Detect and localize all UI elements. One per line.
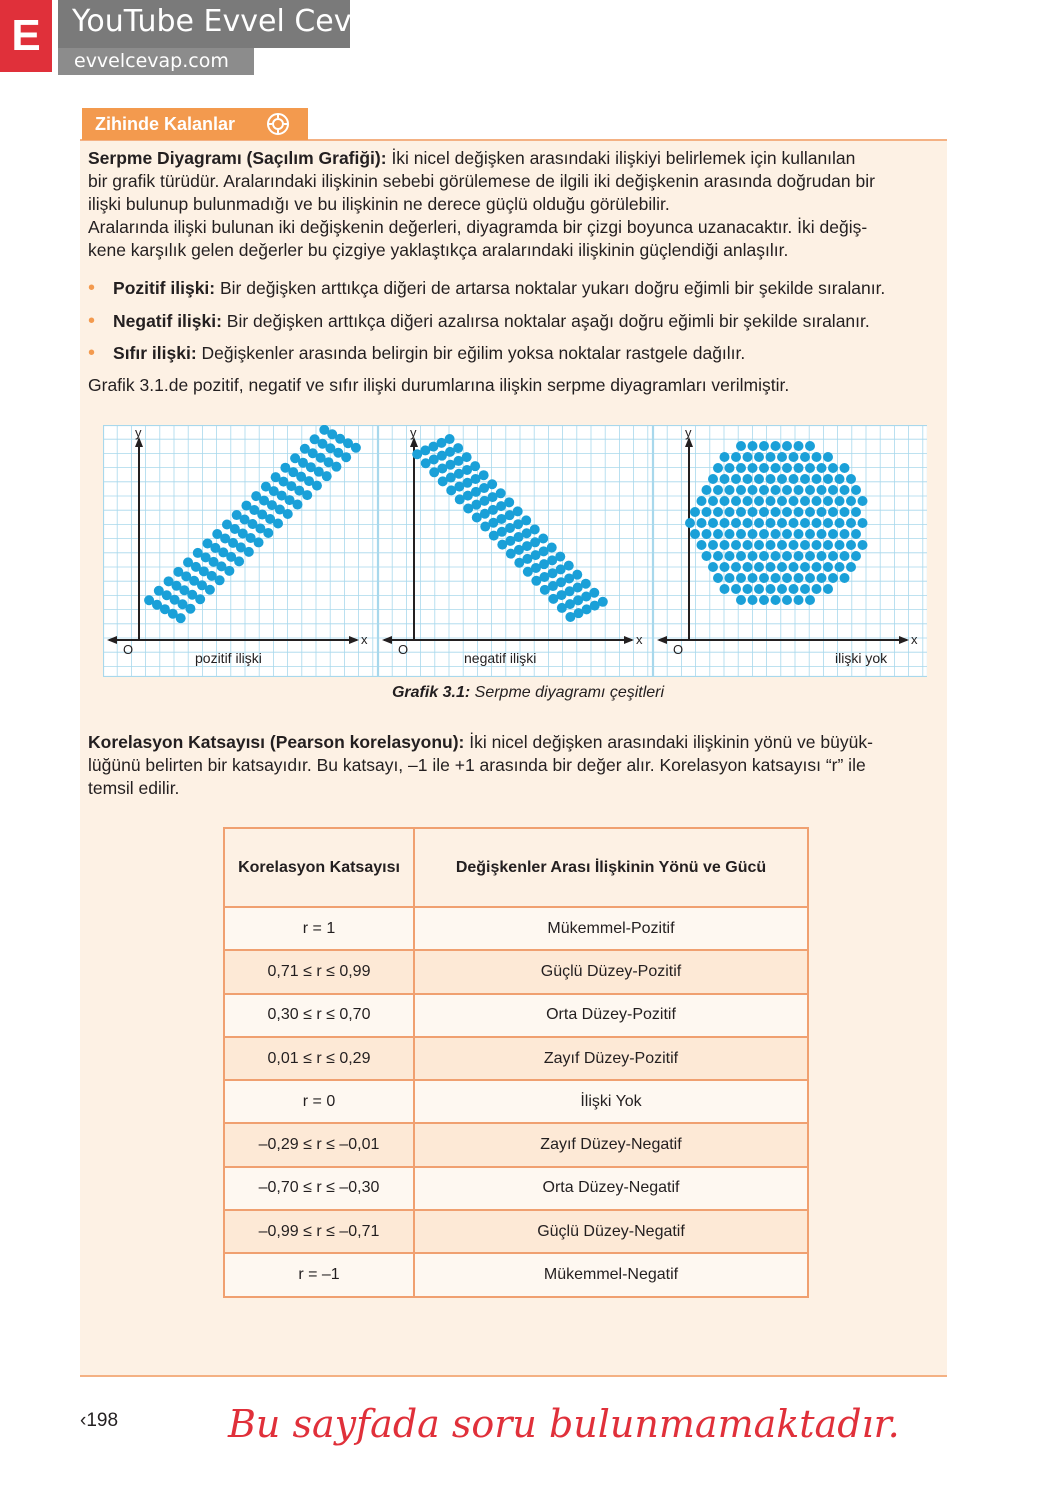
- data-dot: [766, 496, 776, 506]
- table-row: –0,29 ≤ r ≤ –0,01 Zayıf Düzey-Negatif: [224, 1123, 808, 1166]
- data-dot: [800, 452, 810, 462]
- data-dot: [748, 485, 758, 495]
- data-dot: [823, 540, 833, 550]
- data-dot: [835, 562, 845, 572]
- data-dot: [470, 461, 480, 471]
- data-dot: [800, 496, 810, 506]
- data-dot: [748, 463, 758, 473]
- data-dot: [702, 551, 712, 561]
- data-dot: [725, 529, 735, 539]
- data-dot: [708, 474, 718, 484]
- data-dot: [736, 463, 746, 473]
- correlation-table: [223, 827, 809, 1298]
- data-dot: [805, 529, 815, 539]
- page-number: ‹198: [80, 1410, 119, 1431]
- data-dot: [782, 529, 792, 539]
- data-dot: [720, 496, 730, 506]
- data-dot: [828, 463, 838, 473]
- data-dot: [766, 474, 776, 484]
- watermark-subtitle: evvelcevap.com: [58, 48, 254, 75]
- data-dot: [462, 452, 472, 462]
- data-dot: [743, 496, 753, 506]
- data-dot: [713, 573, 723, 583]
- data-dot: [782, 485, 792, 495]
- data-dot: [828, 507, 838, 517]
- table-row: –0,70 ≤ r ≤ –0,30 Orta Düzey-Negatif: [224, 1167, 808, 1210]
- data-dot: [794, 485, 804, 495]
- data-dot: [708, 518, 718, 528]
- data-dot: [720, 540, 730, 550]
- origin-label: O: [673, 642, 684, 657]
- x-axis-label: x: [911, 632, 918, 647]
- data-dot: [800, 584, 810, 594]
- origin-label: O: [123, 642, 134, 657]
- data-dot: [748, 551, 758, 561]
- data-dot: [736, 441, 746, 451]
- data-dot: [759, 551, 769, 561]
- scatter-diagrams: [103, 425, 927, 677]
- data-dot: [708, 562, 718, 572]
- data-dot: [846, 518, 856, 528]
- data-dot: [805, 507, 815, 517]
- data-dot: [835, 496, 845, 506]
- data-dot: [789, 452, 799, 462]
- data-dot: [725, 507, 735, 517]
- data-dot: [817, 507, 827, 517]
- data-dot: [731, 518, 741, 528]
- data-dot: [794, 507, 804, 517]
- section-tab: Zihinde Kalanlar: [82, 108, 308, 140]
- data-dot: [351, 443, 361, 453]
- data-dot: [725, 463, 735, 473]
- data-dot: [805, 551, 815, 561]
- bullet-positive: • Pozitif ilişki: Bir değişken arttıkça diğeri de artarsa noktalar yukarı doğru eğimli bir şekilde sıralanır.: [88, 277, 886, 299]
- data-dot: [312, 481, 322, 491]
- data-dot: [453, 443, 463, 453]
- data-dot: [736, 573, 746, 583]
- data-dot: [812, 452, 822, 462]
- origin-label: O: [398, 642, 409, 657]
- data-dot: [521, 515, 531, 525]
- data-dot: [224, 566, 234, 576]
- table-row: r = 1 Mükemmel-Pozitif: [224, 907, 808, 950]
- data-dot: [720, 474, 730, 484]
- data-dot: [564, 561, 574, 571]
- data-dot: [759, 595, 769, 605]
- data-dot: [782, 573, 792, 583]
- data-dot: [697, 496, 707, 506]
- data-dot: [725, 485, 735, 495]
- data-dot: [292, 500, 302, 510]
- data-dot: [283, 509, 293, 519]
- data-dot: [858, 540, 868, 550]
- table-row: –0,99 ≤ r ≤ –0,71 Güçlü Düzey-Negatif: [224, 1210, 808, 1253]
- data-dot: [530, 524, 540, 534]
- data-dot: [743, 540, 753, 550]
- data-dot: [713, 551, 723, 561]
- data-dot: [771, 463, 781, 473]
- data-dot: [736, 595, 746, 605]
- data-dot: [598, 597, 608, 607]
- data-dot: [195, 594, 205, 604]
- data-dot: [731, 496, 741, 506]
- data-dot: [846, 562, 856, 572]
- data-dot: [589, 588, 599, 598]
- data-dot: [713, 463, 723, 473]
- data-dot: [771, 485, 781, 495]
- data-dot: [690, 529, 700, 539]
- data-dot: [851, 485, 861, 495]
- data-dot: [846, 474, 856, 484]
- data-dot: [777, 518, 787, 528]
- data-dot: [731, 452, 741, 462]
- data-dot: [341, 452, 351, 462]
- data-dot: [789, 584, 799, 594]
- data-dot: [771, 507, 781, 517]
- data-dot: [720, 562, 730, 572]
- data-dot: [702, 529, 712, 539]
- data-dot: [743, 562, 753, 572]
- data-dot: [777, 452, 787, 462]
- data-dot: [743, 452, 753, 462]
- data-dot: [805, 595, 815, 605]
- data-dot: [273, 518, 283, 528]
- data-dot: [777, 584, 787, 594]
- data-dot: [331, 462, 341, 472]
- table-row: 0,30 ≤ r ≤ 0,70 Orta Düzey-Pozitif: [224, 994, 808, 1037]
- data-dot: [812, 474, 822, 484]
- data-dot: [713, 529, 723, 539]
- data-dot: [800, 540, 810, 550]
- data-dot: [851, 529, 861, 539]
- data-dot: [555, 552, 565, 562]
- data-dot: [851, 507, 861, 517]
- data-dot: [840, 573, 850, 583]
- data-dot: [302, 490, 312, 500]
- data-dot: [817, 529, 827, 539]
- data-dot: [736, 551, 746, 561]
- data-dot: [812, 518, 822, 528]
- data-dot: [572, 570, 582, 580]
- data-dot: [812, 496, 822, 506]
- data-dot: [743, 474, 753, 484]
- y-axis-label: y: [410, 425, 417, 440]
- data-dot: [794, 529, 804, 539]
- data-dot: [817, 551, 827, 561]
- data-dot: [504, 497, 514, 507]
- data-dot: [736, 507, 746, 517]
- data-dot: [754, 518, 764, 528]
- data-dot: [771, 529, 781, 539]
- data-dot: [828, 551, 838, 561]
- data-dot: [805, 573, 815, 583]
- data-dot: [766, 452, 776, 462]
- table-row: 0,71 ≤ r ≤ 0,99 Güçlü Düzey-Pozitif: [224, 950, 808, 993]
- data-dot: [782, 595, 792, 605]
- data-dot: [794, 595, 804, 605]
- data-dot: [759, 507, 769, 517]
- data-dot: [720, 452, 730, 462]
- data-dot: [215, 575, 225, 585]
- data-dot: [823, 562, 833, 572]
- data-dot: [823, 474, 833, 484]
- data-dot: [777, 540, 787, 550]
- data-dot: [487, 479, 497, 489]
- data-dot: [782, 441, 792, 451]
- table-row: r = –1 Mükemmel-Negatif: [224, 1253, 808, 1296]
- data-dot: [828, 485, 838, 495]
- data-dot: [685, 518, 695, 528]
- watermark-title: YouTube Evvel Cevap: [58, 0, 350, 48]
- data-dot: [754, 474, 764, 484]
- data-dot: [794, 441, 804, 451]
- data-dot: [771, 551, 781, 561]
- x-axis-label: x: [361, 632, 368, 647]
- data-dot: [766, 584, 776, 594]
- data-dot: [322, 471, 332, 481]
- data-dot: [708, 496, 718, 506]
- data-dot: [766, 562, 776, 572]
- data-dot: [547, 543, 557, 553]
- data-dot: [817, 485, 827, 495]
- data-dot: [759, 441, 769, 451]
- data-dot: [759, 463, 769, 473]
- data-dot: [754, 540, 764, 550]
- data-dot: [743, 584, 753, 594]
- data-dot: [782, 551, 792, 561]
- data-dot: [759, 573, 769, 583]
- term-scatter: Serpme Diyagramı (Saçılım Grafiği):: [88, 148, 387, 168]
- data-dot: [812, 562, 822, 572]
- handwritten-note: Bu sayfada soru bulunmamaktadır.: [228, 1402, 900, 1446]
- data-dot: [771, 595, 781, 605]
- data-dot: [823, 584, 833, 594]
- definition-paragraph: Serpme Diyagramı (Saçılım Grafiği): İki nicel değişken arasındaki ilişkiyi belirlemek için kullanılan bir grafik türüdür. Aralarındaki ilişkinin sebebi görülemese de ilgili iki değişkenin arasında doğrudan bir ilişki bulunup bulunmadığı ve bu ilişkinin ne derece güçlü olduğu görülebilir. Aralarında ilişki bulunan iki değişkenin değerleri, diyagramda bir çizgi boyunca uzanacaktır. İki değiş- kene karşılık gelen değerler bu çizgiye yaklaştıkça aralarındaki ilişkinin güçlendiği anlaşılır.: [88, 148, 875, 260]
- table-row: 0,01 ≤ r ≤ 0,29 Zayıf Düzey-Pozitif: [224, 1037, 808, 1080]
- data-dot: [697, 518, 707, 528]
- y-axis-label: y: [685, 425, 692, 440]
- data-dot: [789, 496, 799, 506]
- data-dot: [851, 551, 861, 561]
- data-dot: [782, 507, 792, 517]
- data-dot: [185, 604, 195, 614]
- data-dot: [840, 507, 850, 517]
- y-axis-label: y: [135, 425, 142, 440]
- data-dot: [835, 474, 845, 484]
- data-dot: [789, 518, 799, 528]
- data-dot: [800, 474, 810, 484]
- data-dot: [771, 441, 781, 451]
- data-dot: [817, 463, 827, 473]
- data-dot: [823, 452, 833, 462]
- data-dot: [766, 540, 776, 550]
- data-dot: [840, 485, 850, 495]
- data-dot: [713, 507, 723, 517]
- bullet-negative: • Negatif ilişki: Bir değişken arttıkça diğeri azalırsa noktalar aşağı doğru eğimli bir şekilde sıralanır.: [88, 310, 870, 332]
- data-dot: [713, 485, 723, 495]
- data-dot: [748, 595, 758, 605]
- data-dot: [777, 562, 787, 572]
- data-dot: [496, 488, 506, 498]
- data-dot: [759, 485, 769, 495]
- table-header: Korelasyon Katsayısı: [224, 828, 414, 907]
- data-dot: [759, 529, 769, 539]
- data-dot: [748, 573, 758, 583]
- data-dot: [840, 529, 850, 539]
- data-dot: [263, 528, 273, 538]
- chart-label: pozitif ilişki: [195, 650, 262, 666]
- data-dot: [846, 496, 856, 506]
- data-dot: [794, 463, 804, 473]
- data-dot: [702, 485, 712, 495]
- data-dot: [828, 529, 838, 539]
- data-dot: [771, 573, 781, 583]
- data-dot: [234, 556, 244, 566]
- data-dot: [766, 518, 776, 528]
- data-dot: [479, 470, 489, 480]
- data-dot: [736, 529, 746, 539]
- graph-intro: Grafik 3.1.de pozitif, negatif ve sıfır ilişki durumlarına ilişkin serpme diyagramları verilmiştir.: [88, 375, 790, 395]
- data-dot: [823, 496, 833, 506]
- data-dot: [743, 518, 753, 528]
- data-dot: [581, 579, 591, 589]
- data-dot: [858, 518, 868, 528]
- data-dot: [805, 441, 815, 451]
- data-dot: [731, 540, 741, 550]
- data-dot: [708, 540, 718, 550]
- data-dot: [754, 452, 764, 462]
- data-dot: [846, 540, 856, 550]
- chart-label: negatif ilişki: [464, 650, 537, 666]
- data-dot: [835, 540, 845, 550]
- table-header: Değişkenler Arası İlişkinin Yönü ve Gücü: [414, 828, 808, 907]
- data-dot: [812, 584, 822, 594]
- data-dot: [513, 506, 523, 516]
- data-dot: [176, 613, 186, 623]
- data-dot: [702, 507, 712, 517]
- data-dot: [731, 562, 741, 572]
- data-dot: [748, 507, 758, 517]
- data-dot: [812, 540, 822, 550]
- data-dot: [800, 562, 810, 572]
- x-axis-label: x: [636, 632, 643, 647]
- brain-gear-icon: [263, 112, 293, 136]
- data-dot: [805, 485, 815, 495]
- data-dot: [748, 529, 758, 539]
- data-dot: [794, 551, 804, 561]
- data-dot: [725, 573, 735, 583]
- watermark-logo: E: [0, 0, 52, 72]
- data-dot: [828, 573, 838, 583]
- chart-frame: [654, 426, 928, 677]
- data-dot: [789, 562, 799, 572]
- data-dot: [800, 518, 810, 528]
- table-row: r = 0 İlişki Yok: [224, 1080, 808, 1123]
- data-dot: [840, 463, 850, 473]
- data-dot: [754, 496, 764, 506]
- data-dot: [720, 518, 730, 528]
- chart-label: ilişki yok: [835, 650, 888, 666]
- data-dot: [697, 540, 707, 550]
- data-dot: [789, 474, 799, 484]
- data-dot: [782, 463, 792, 473]
- figure-caption: Grafik 3.1: Serpme diyagramı çeşitleri: [391, 684, 665, 701]
- data-dot: [731, 584, 741, 594]
- data-dot: [835, 518, 845, 528]
- data-dot: [840, 551, 850, 561]
- data-dot: [720, 584, 730, 594]
- data-dot: [754, 562, 764, 572]
- data-dot: [789, 540, 799, 550]
- data-dot: [205, 585, 215, 595]
- data-dot: [777, 496, 787, 506]
- data-dot: [748, 441, 758, 451]
- data-dot: [736, 485, 746, 495]
- data-dot: [754, 584, 764, 594]
- data-dot: [254, 537, 264, 547]
- correlation-paragraph: Korelasyon Katsayısı (Pearson korelasyonu): İki nicel değişken arasındaki ilişkinin yönü ve büyük- lüğünü belirten bir katsayıdır. Bu katsayı, –1 ile +1 arasında bir değer alır. Korelasyon katsayısı “r” ile temsil edilir.: [88, 732, 873, 798]
- data-dot: [858, 496, 868, 506]
- data-dot: [731, 474, 741, 484]
- data-dot: [823, 518, 833, 528]
- data-dot: [725, 551, 735, 561]
- data-dot: [817, 573, 827, 583]
- data-dot: [794, 573, 804, 583]
- data-dot: [777, 474, 787, 484]
- bullet-zero: • Sıfır ilişki: Değişkenler arasında belirgin bir eğilim yoksa noktalar rastgele dağılır.: [88, 342, 746, 364]
- data-dot: [445, 434, 455, 444]
- data-dot: [690, 507, 700, 517]
- data-dot: [805, 463, 815, 473]
- data-dot: [244, 547, 254, 557]
- data-dot: [538, 534, 548, 544]
